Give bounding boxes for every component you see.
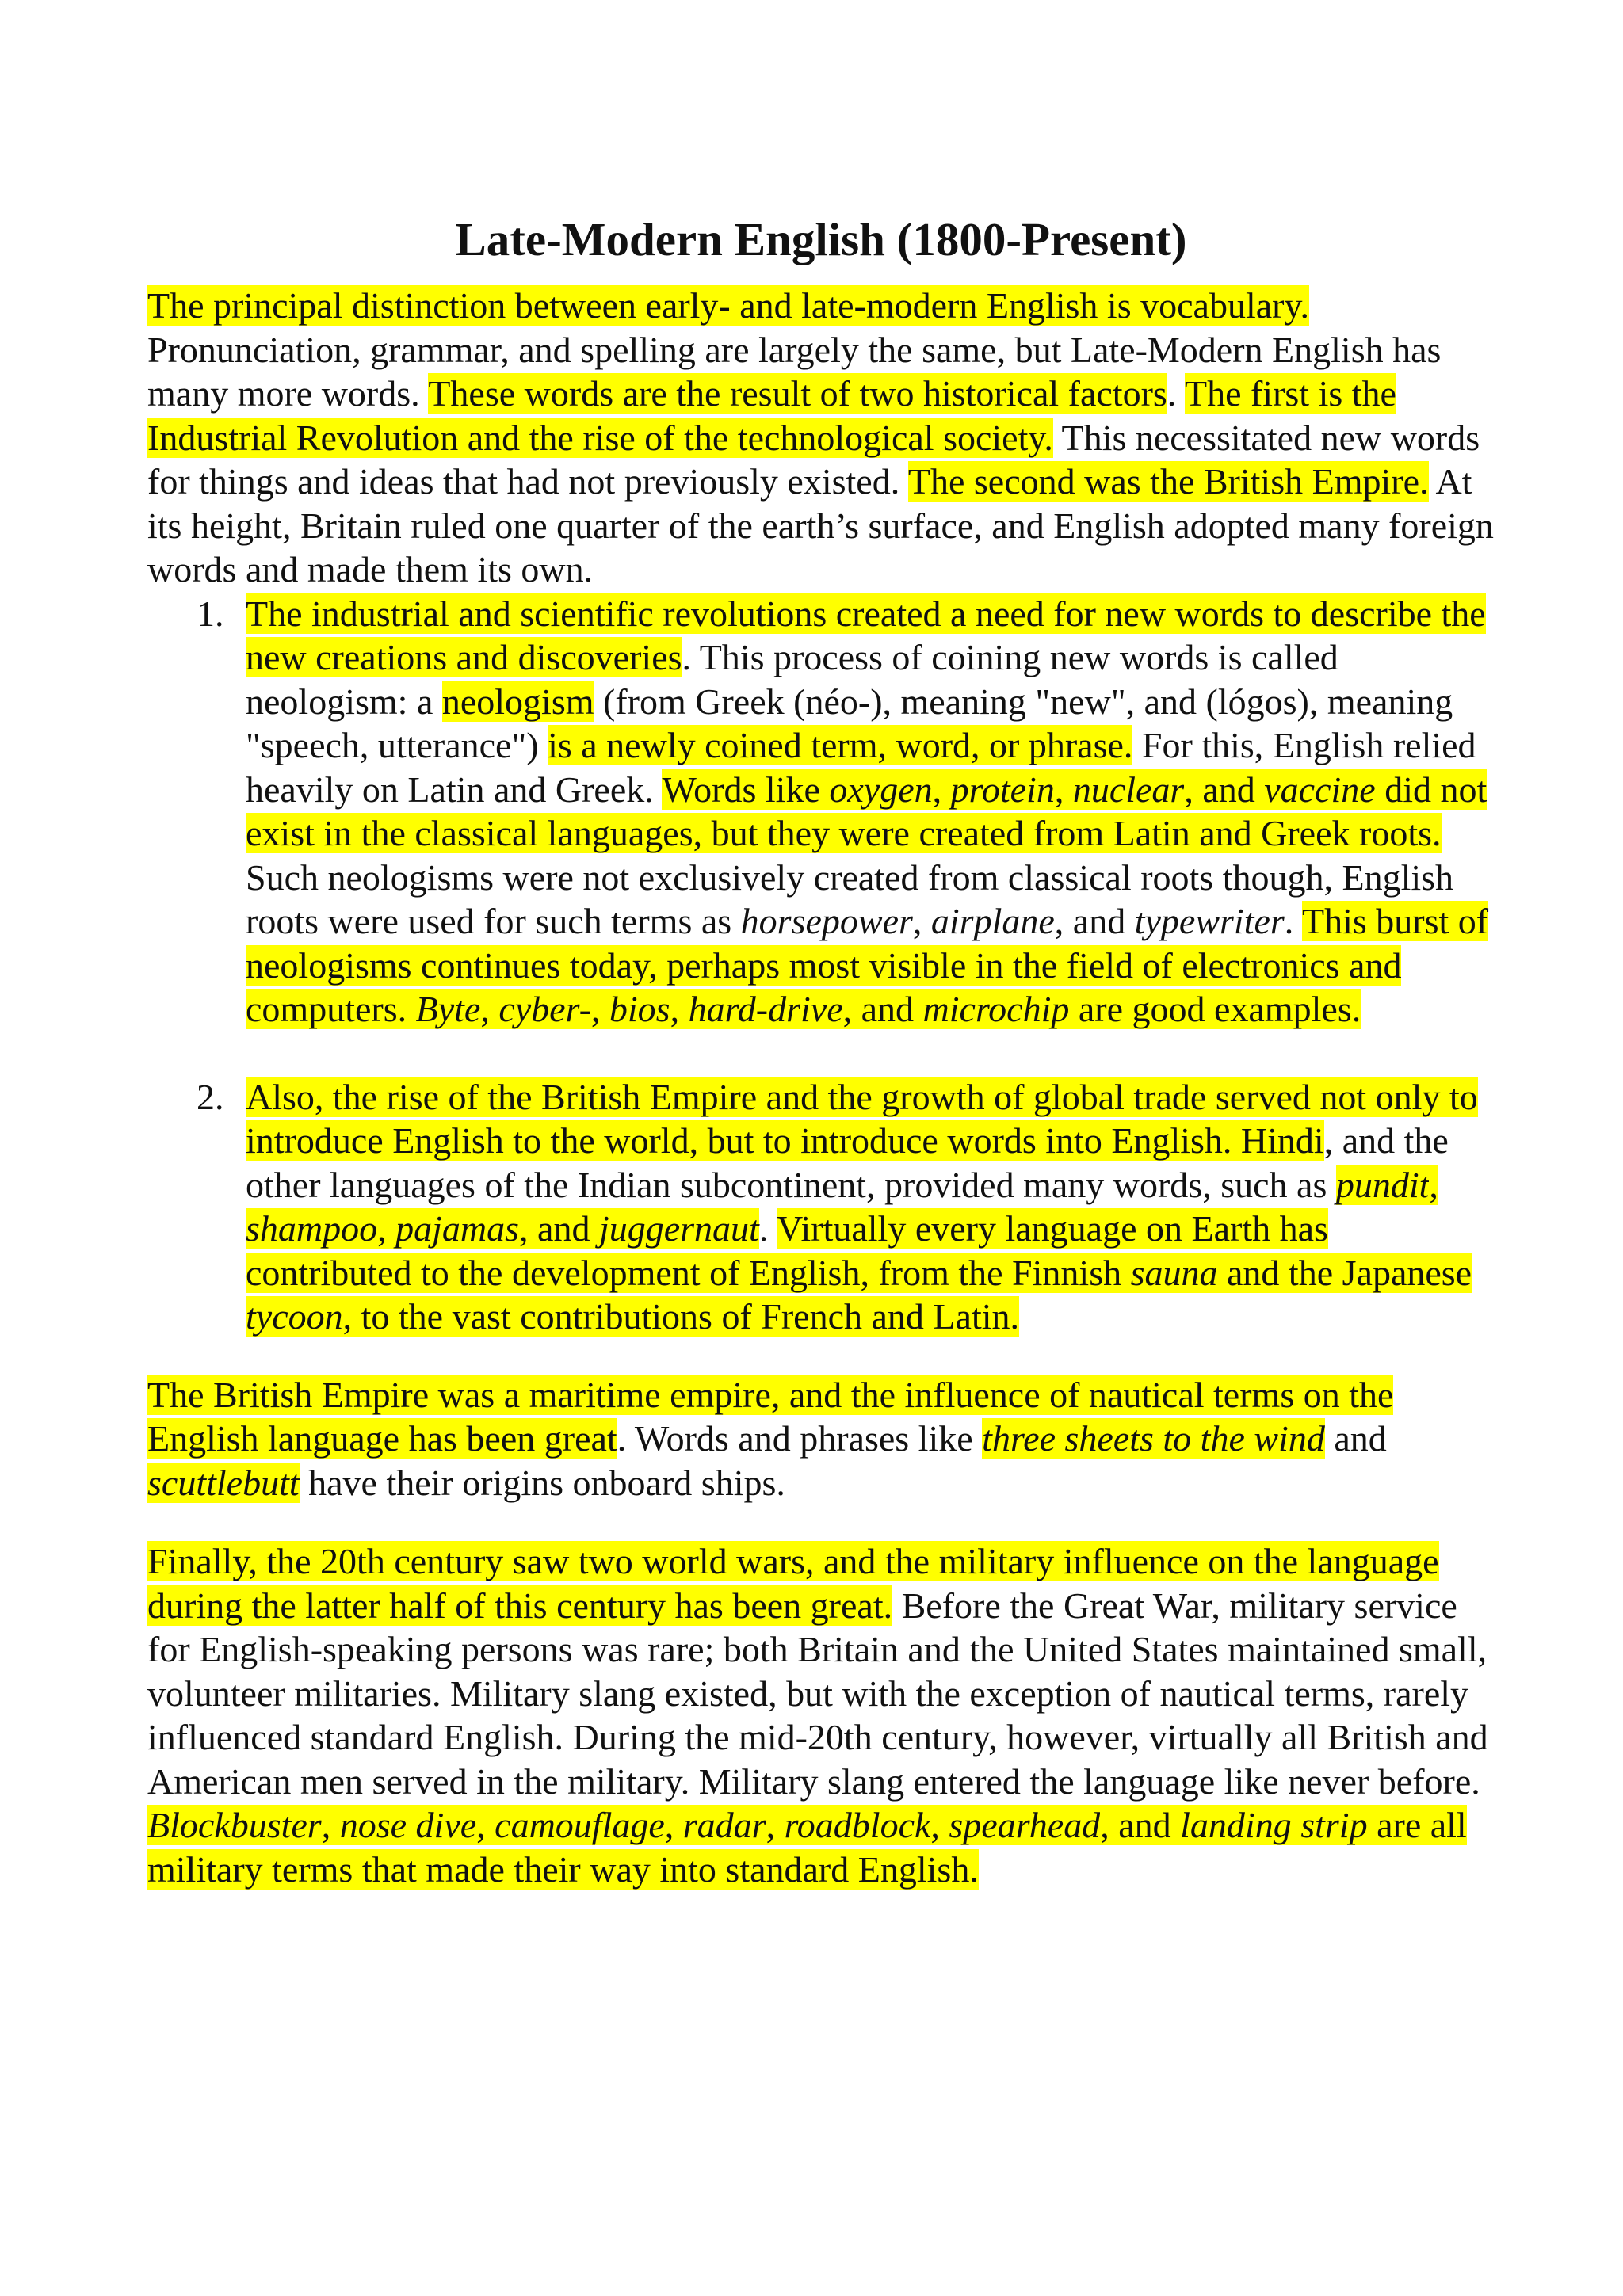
highlighted-text: The principal distinction between early- and late-modern English is vocabulary. [147, 285, 1309, 326]
list-item-text [246, 1077, 1478, 1337]
text-run: . [758, 1208, 777, 1249]
highlighted-text: radar [682, 1805, 766, 1845]
highlighted-text: landing strip [1180, 1805, 1368, 1845]
highlighted-text: , [321, 1805, 340, 1845]
highlighted-text: protein [950, 769, 1055, 810]
highlighted-text: , [590, 989, 609, 1029]
highlighted-text: The first is the Industrial Revolution and the rise of the technological society. [147, 373, 1396, 458]
highlighted-text: cyber- [498, 989, 591, 1029]
highlighted-text: Virtually every language on Earth has contributed to the development of English, from the Finnish [246, 1208, 1328, 1293]
document-page [147, 208, 1495, 1891]
text-run: Pronunciation, grammar, and spelling are largely the same, but Late-Modern English has many more words. [147, 329, 1442, 414]
text-run: This necessitated new words for things and ideas that had not previously existed. [147, 417, 1480, 502]
list-number: 2. [197, 1076, 224, 1117]
highlighted-text: microchip [922, 989, 1070, 1029]
text-run: typewriter [1134, 901, 1285, 941]
text-run: , and [1054, 901, 1135, 941]
highlighted-text: , [766, 1805, 785, 1845]
highlighted-text: The British Empire was a maritime empire, and the influence of nautical terms on the English language has been great [147, 1374, 1394, 1459]
highlighted-text: The second was the British Empire. [907, 461, 1429, 502]
highlighted-text: , and [842, 989, 923, 1029]
highlighted-text: Words like [662, 769, 830, 810]
document-title: Late-Modern English (1800-Present) [455, 213, 1187, 265]
highlighted-text: , [1429, 1164, 1438, 1205]
highlighted-text: scuttlebutt [147, 1462, 300, 1503]
highlighted-text: , [664, 1805, 683, 1845]
highlighted-text: are all military terms that made their way into standard English. [147, 1805, 1467, 1890]
highlighted-text: Byte [415, 989, 481, 1029]
highlighted-text: , [670, 989, 689, 1029]
text-run: have their origins onboard ships. [299, 1462, 785, 1503]
text-run: Before the Great War, military service for English-speaking persons was rare; both Britain and the United States maintained small, volunteer militaries. Military slang existed, but with the exception of nautical terms, rarely influenced standard English. During the mid-20th century, however, virtually all British and American men served in the military. Military slang entered the language like never before. [147, 1585, 1488, 1802]
highlighted-text: Finally, the 20th century saw two world wars, and the military influence on the language during the latter half of this century has been great. [147, 1541, 1439, 1626]
highlighted-text: camouflage [495, 1805, 665, 1845]
intro-paragraph [147, 284, 1495, 592]
highlighted-text: , [1054, 769, 1073, 810]
highlighted-text: oxygen [829, 769, 933, 810]
text-run: and [1324, 1418, 1387, 1459]
highlighted-text: The industrial and scientific revolutions created a need for new words to describe the new creations and discoveries [246, 593, 1486, 677]
text-run: horsepower [740, 901, 913, 941]
text-run: , and the other languages of the Indian subcontinent, provided many words, such as [246, 1120, 1449, 1205]
highlighted-text: , and [1100, 1805, 1181, 1845]
text-run: . [1284, 901, 1302, 941]
highlighted-text: These words are the result of two historical factors [428, 373, 1167, 414]
numbered-list [147, 592, 1495, 1339]
highlighted-text: are good examples. [1069, 989, 1361, 1029]
highlighted-text: roadblock [784, 1805, 931, 1845]
text-run: . [1167, 373, 1185, 414]
nautical-paragraph [147, 1373, 1495, 1505]
list-item-neologisms [147, 592, 1495, 1032]
highlighted-text: This burst of neologisms continues today, perhaps most visible in the field of electronics and computers. [246, 901, 1489, 1029]
highlighted-text: Also, the rise of the British Empire and the growth of global trade served not only to introduce English to the world, but to introduce words into English. Hindi [246, 1076, 1478, 1161]
highlighted-text: pundit [1335, 1164, 1430, 1205]
highlighted-text: , to the vast contributions of French and Latin. [342, 1296, 1020, 1337]
highlighted-text: , [377, 1208, 396, 1249]
highlighted-text: nose dive [339, 1805, 477, 1845]
highlighted-text: hard-drive [688, 989, 843, 1029]
highlighted-text: tycoon [246, 1296, 343, 1337]
highlighted-text: Blockbuster [147, 1805, 322, 1845]
highlighted-text: , [480, 989, 499, 1029]
text-run: (from Greek (néo-), meaning "new", and (lógos), meaning "speech, utterance") [246, 681, 1453, 765]
highlighted-text: is a newly coined term, word, or phrase. [548, 725, 1133, 765]
highlighted-text: , [930, 1805, 949, 1845]
highlighted-text: , and [519, 1208, 599, 1249]
highlighted-text: did not exist in the classical languages, but they were created from Latin and Greek roots. [246, 769, 1487, 853]
highlighted-text: bios [609, 989, 670, 1029]
highlighted-text: , [932, 769, 951, 810]
text-run: airplane [930, 901, 1055, 941]
list-item-text [246, 593, 1488, 1030]
text-run: . Words and phrases like [617, 1418, 983, 1459]
highlighted-text: nuclear [1072, 769, 1185, 810]
list-number: 1. [197, 593, 224, 634]
highlighted-text: shampoo [246, 1208, 378, 1249]
military-paragraph [147, 1539, 1495, 1891]
text-run: . This process of coining new words is called neologism: a [246, 637, 1338, 722]
highlighted-text: three sheets to the wind [982, 1418, 1325, 1459]
highlighted-text: , [476, 1805, 495, 1845]
highlighted-text: vaccine [1264, 769, 1376, 810]
text-run: , [912, 901, 931, 941]
highlighted-text: spearhead [949, 1805, 1101, 1845]
text-run: For this, English relied heavily on Latin and Greek. [246, 725, 1476, 810]
highlighted-text: , and [1184, 769, 1265, 810]
highlighted-text: and the Japanese [1217, 1252, 1472, 1293]
highlighted-text: neologism [441, 681, 594, 722]
highlighted-text: juggernaut [598, 1208, 759, 1249]
highlighted-text: sauna [1130, 1252, 1218, 1293]
text-run: At its height, Britain ruled one quarter of the earth’s surface, and English adopted many foreign words and made them its own. [147, 461, 1494, 589]
list-item-empire-trade [147, 1075, 1495, 1339]
highlighted-text: pajamas [395, 1208, 520, 1249]
text-run: Such neologisms were not exclusively created from classical roots though, English roots were used for such terms as [246, 856, 1454, 941]
